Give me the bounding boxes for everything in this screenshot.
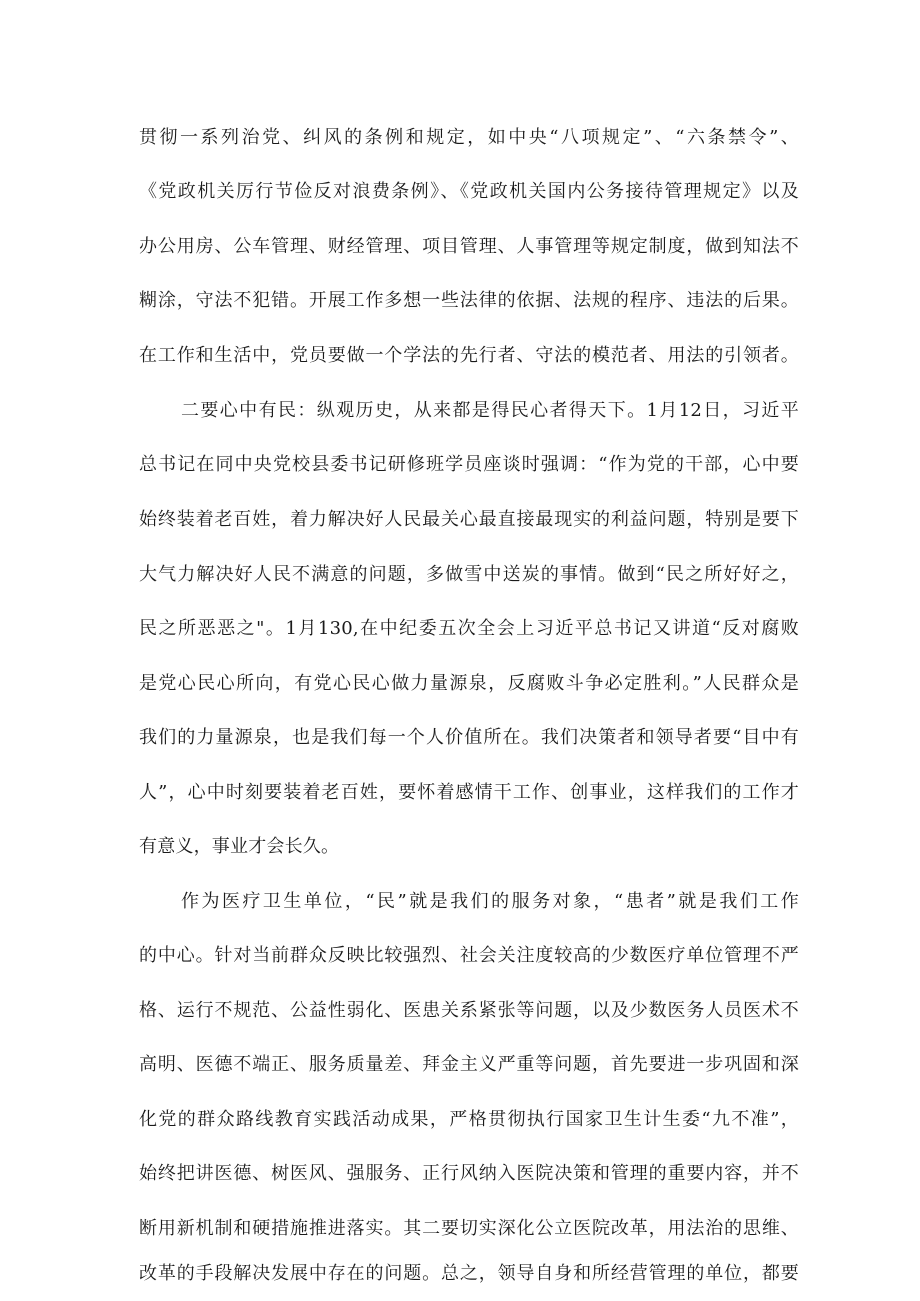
paragraph-3-first-line: 作为医疗卫生单位，“民”就是我们的服务对象，“患者”就是我们工作 [181, 891, 799, 912]
text-line-4: 糊涂，守法不犯错。开展工作多想一些法律的依据、法规的程序、违法的后果。 [139, 290, 799, 311]
text-line-11: 是党心民心所向，有党心民心做力量源泉，反腐败斗争必定胜利。”人民群众是 [139, 673, 799, 694]
text-line-21: 断用新机制和硬措施推进落实。其二要切实深化公立医院改革，用法治的思维、 [139, 1218, 799, 1239]
text-line-5: 在工作和生活中，党员要做一个学法的先行者、守法的模范者、用法的引领者。 [139, 345, 799, 366]
text-line-9: 大气力解决好人民不满意的问题，多做雪中送炭的事情。做到“民之所好好之， [139, 564, 799, 585]
text-line-22: 改革的手段解决发展中存在的问题。总之，领导自身和所经营管理的单位，都要 [139, 1263, 799, 1284]
text-line-7: 总书记在同中央党校县委书记研修班学员座谈时强调：“作为党的干部，心中要 [139, 454, 799, 475]
text-line-8: 始终装着老百姓，着力解决好人民最关心最直接最现实的利益问题，特别是要下 [139, 509, 799, 530]
text-line-13: 人”，心中时刻要装着老百姓，要怀着感情干工作、创事业，这样我们的工作才 [139, 782, 799, 803]
text-line-1: 贯彻一系列治党、纠风的条例和规定，如中央“八项规定”、“六条禁令”、 [139, 127, 799, 148]
text-line-20: 始终把讲医德、树医风、强服务、正行风纳入医院决策和管理的重要内容，并不 [139, 1163, 799, 1184]
text-line-3: 办公用房、公车管理、财经管理、项目管理、人事管理等规定制度，做到知法不 [139, 236, 799, 257]
text-line-10: 民之所恶恶之"。1月130,在中纪委五次全会上习近平总书记又讲道“反对腐败 [139, 618, 799, 639]
text-line-17: 格、运行不规范、公益性弱化、医患关系紧张等问题，以及少数医务人员医术不 [139, 1000, 799, 1021]
text-line-18: 高明、医德不端正、服务质量差、拜金主义严重等问题，首先要进一步巩固和深 [139, 1054, 799, 1075]
text-line-12: 我们的力量源泉，也是我们每一个人价值所在。我们决策者和领导者要“目中有 [139, 727, 799, 748]
paragraph-2-first-line: 二要心中有民：纵观历史，从来都是得民心者得天下。1月12日，习近平 [181, 400, 799, 421]
text-line-16: 的中心。针对当前群众反映比较强烈、社会关注度较高的少数医疗单位管理不严 [139, 945, 799, 966]
text-line-2: 《党政机关厉行节俭反对浪费条例》、《党政机关国内公务接待管理规定》以及 [139, 181, 799, 202]
text-line-14: 有意义，事业才会长久。 [139, 836, 340, 857]
text-line-19: 化党的群众路线教育实践活动成果，严格贯彻执行国家卫生计生委“九不准”， [139, 1109, 799, 1130]
